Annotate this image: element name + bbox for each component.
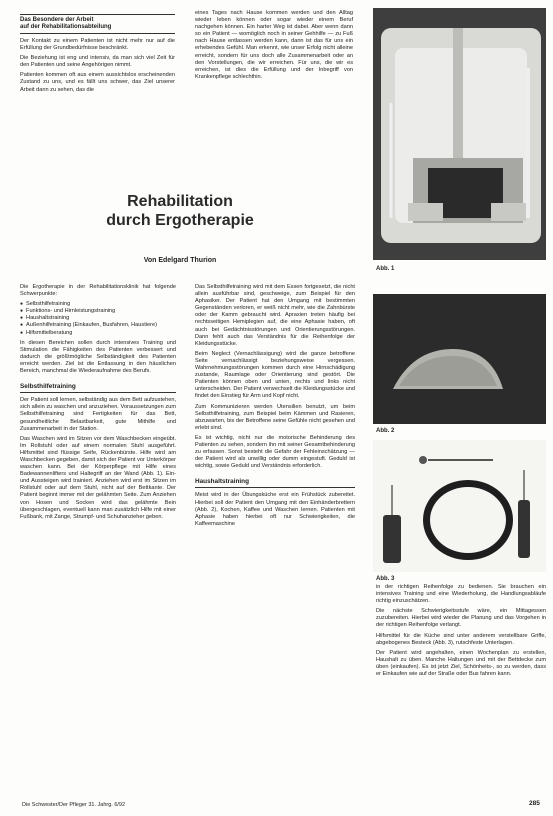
list-item: ● Selbsthilfetraining [20, 301, 176, 308]
title-line1: Rehabilitation [127, 193, 233, 210]
body-paragraph: In diesen Bereichen sollen durch intensives Training und Stimulation die Fähigkeiten des Patienten verbessert und dadurch die größtmögliche Selbständigkeit des Patienten erreicht werden. Ziel ist die Entlassung in den häuslichen Bereich, manchmal die Wiederaufnahme des Berufs. [20, 339, 176, 375]
footer-journal: Die Schwester/Der Pfleger 31. Jahrg. 6/92 [22, 802, 126, 808]
bathtub-image [373, 8, 546, 260]
body-paragraph: Die nächste Schwierigkeitsstufe wäre, ein Mittagessen zuzubereiten. Hierbei wird wieder die Planung und das Vorgehen in der richtigen Reihenfolge verlangt. [376, 608, 546, 629]
caption-abb1: Abb. 1 [376, 266, 395, 272]
list-item: ● Haushaltstraining [20, 315, 176, 322]
cutting-board-image [373, 294, 546, 424]
column-3 [376, 584, 546, 681]
body-paragraph: Zum Kommunizieren werden Utensilien benutzt, um beim Selbsthilfetraining, zum Beispiel beim Kämmen und Rasieren, abzuwarten, bis der Betroffene seine Gefühle nicht gesehen und erlebt sind. [195, 403, 355, 431]
body-paragraph: Das Selbsthilfetraining wird mit dem Essen fortgesetzt, die nicht allein ausführbar sind, geschweige, zum Beispiel für den Aphasiker. Der Patient hat den Umgang mit bestimmten Gegenständen verloren, er weiß nicht mehr, wie die Zahnbürste oder der Kamm gebraucht wird. Apraxien treten häufig bei rechtsseitigen Hemiplegien auf, die eine Aphasie haben, oft auch bei Gedächtnisstörungen und Orientierungsstörungen. Dann fehlt auch das Verständnis für die Reihenfolge der Kleidungsstücke. [195, 284, 355, 347]
info-box-heading-line1: Das Besondere der Arbeit [20, 17, 94, 23]
focus-list [20, 301, 176, 336]
info-box-heading-line2: auf der Rehabilitationsabteilung [20, 24, 112, 30]
cutlery-image [373, 440, 546, 572]
column-1 [20, 284, 176, 524]
body-paragraph: Meist wird in der Übungsküche erst ein Frühstück zubereitet. Hierbei soll der Patient den Umgang mit den Einhänderbrettern (Abb. 2), Kochen, Kaffee und Waschen lernen. Patienten mit Aphasie haben hierbei oft nur Schwierigkeiten, die Kaffeemaschine [195, 492, 355, 527]
info-box-heading [20, 14, 175, 34]
article-title [90, 192, 270, 230]
intro-paragraph: Die Ergotherapie in der Rehabilitationsklinik hat folgende Schwerpunkte: [20, 284, 176, 298]
body-paragraph: Das Waschen wird im Sitzen vor dem Waschbecken eingeübt. Im Rollstuhl oder auf einem normalen Stuhl ausgeführt. Hilfsmittel sind flüssige Seife, Rückenbürste. Hilfe wird am Waschbecken gegeben, damit sich der Patient vor Unterkörper waschen kann. Bei der Körperpflege mit Hilfe eines Badewannenlifters und Haltegriff an der Wand (Abb. 1). Ein- und Aussteigen wird trainiert. Anziehen wird erst im Sitzen im Rollstuhl oder auf dem Stuhl, nicht auf der Bettkante. Der Patient beginnt immer mit der gelähmten Seite. Zum Anziehen von Hosen und Socken wird das gelähmte Bein übergeschlagen, eventuell kann man zusätzlich Hilfe mit einer Fußbank, mit Zange, Strumpf- und Schuhanzieher geben. [20, 435, 176, 520]
info-box [20, 14, 175, 97]
section-heading: Haushaltstraining [195, 478, 355, 488]
info-box-paragraph: Patienten kommen oft aus einem aussichtslos erscheinenden Zustand zu uns, und es fällt uns schwer, das Ziel unserer Arbeit dann zu sehen, das die [20, 72, 175, 93]
photo-cutting-board [373, 294, 546, 424]
info-box-paragraph: Der Kontakt zu einem Patienten ist nicht mehr nur auf die Erfüllung der Grundbedürfnisse beschränkt. [20, 38, 175, 52]
body-paragraph: Hilfsmittel für die Küche sind unter anderem verstellbare Griffe, abgebogenes Besteck (Abb. 3), rutschfeste Unterlagen. [376, 632, 546, 646]
section-heading: Selbsthilfetraining [20, 383, 176, 393]
photo-cutlery [373, 440, 546, 572]
body-paragraph: Beim Neglect (Vernachlässigung) wird die ganze betroffene Seite vernachlässigt beziehungsweise vergessen. Wahrnehmungsstörungen kommen durch eine Hirnschädigung zustande, Raumlage oder Orientierung sind gestört. Die Patienten können oben und unten, rechts und links nicht unterscheiden. Der Patient verwechselt die Kleidungsstücke und findet den Einstieg für Arm und Kopf nicht. [195, 350, 355, 400]
author-byline: Von Edelgard Thurion [143, 257, 217, 264]
info-box-paragraph: Die Beziehung ist eng und intensiv, da man sich viel Zeit für den Patienten und seine Angehörigen nimmt. [20, 55, 175, 69]
caption-abb3: Abb. 3 [376, 576, 395, 582]
list-item: ● Außenhilfetraining (Einkaufen, Busfahren, Haustiere) [20, 322, 176, 329]
body-paragraph: Es ist wichtig, nicht nur die motorische Behinderung des Patienten zu sehen, sondern ihn mit seiner Gesamtbehinderung zu erfassen. Sonst besteht die Gefahr der Fehleinschätzung — der Patient wird als unwillig oder dumm eingestuft. Geduld ist wichtig, sowie Geduld und Verständnis erforderlich. [195, 434, 355, 470]
list-item: ● Funktions- und Hirnleistungstraining [20, 308, 176, 315]
body-paragraph: Der Patient wird angehalten, einen Wochenplan zu erstellen, Haushalt zu üben. Manche Haltungen und mit der Bettdecke zum üben (einkaufen). Es ist jetzt Ziel, Schönheits-, so zu werden, dass er Einkaufen wie auf der Straße oder Bus fahren kann. [376, 649, 546, 678]
info-box-continuation [195, 10, 353, 84]
list-item: ● Hilfsmittelberatung [20, 330, 176, 337]
column-2 [195, 284, 355, 531]
caption-abb2: Abb. 2 [376, 428, 395, 434]
photo-bathtub-lifter [373, 8, 546, 260]
title-line2: durch Ergotherapie [106, 212, 254, 229]
body-paragraph: Der Patient soll lernen, selbständig aus dem Bett aufzustehen, sich allein zu waschen und anzuziehen. Voraussetzungen zum Selbsthilfetraining sind Fertigkeiten für das Bett, gesundheitliche Belastbarkeit, gute Mithilfe und Zusammenarbeit in der Station. [20, 397, 176, 432]
body-paragraph: in der richtigen Reihenfolge zu bedienen. Sie brauchen ein intensives Training und eine Wiederholung, die Handlungsabläufe richtig einzuschätzen. [376, 584, 546, 605]
continuation-paragraph: eines Tages nach Hause kommen werden und den Alltag wieder leben können oder sogar wieder einem Beruf nachgehen können. Ein harter Weg ist dabei. Aber wenn dann so ein Patient — womöglich noch in seiner Gehhilfe — zu Fuß nach Hause entlassen werden kann, dann ist das für uns ein erhebendes Gefühl. Man erkennt, wie unser Erfolg nicht alleine erreicht, sondern für uns doch alle Zusammenarbeit oder an den Vorstellungen, die wir erreichen. Für uns, die wir es erreichen, ist dies die Erfüllung und der Inbegriff von Krankenpflege schlechthin. [195, 10, 353, 80]
page-number: 285 [529, 800, 540, 807]
